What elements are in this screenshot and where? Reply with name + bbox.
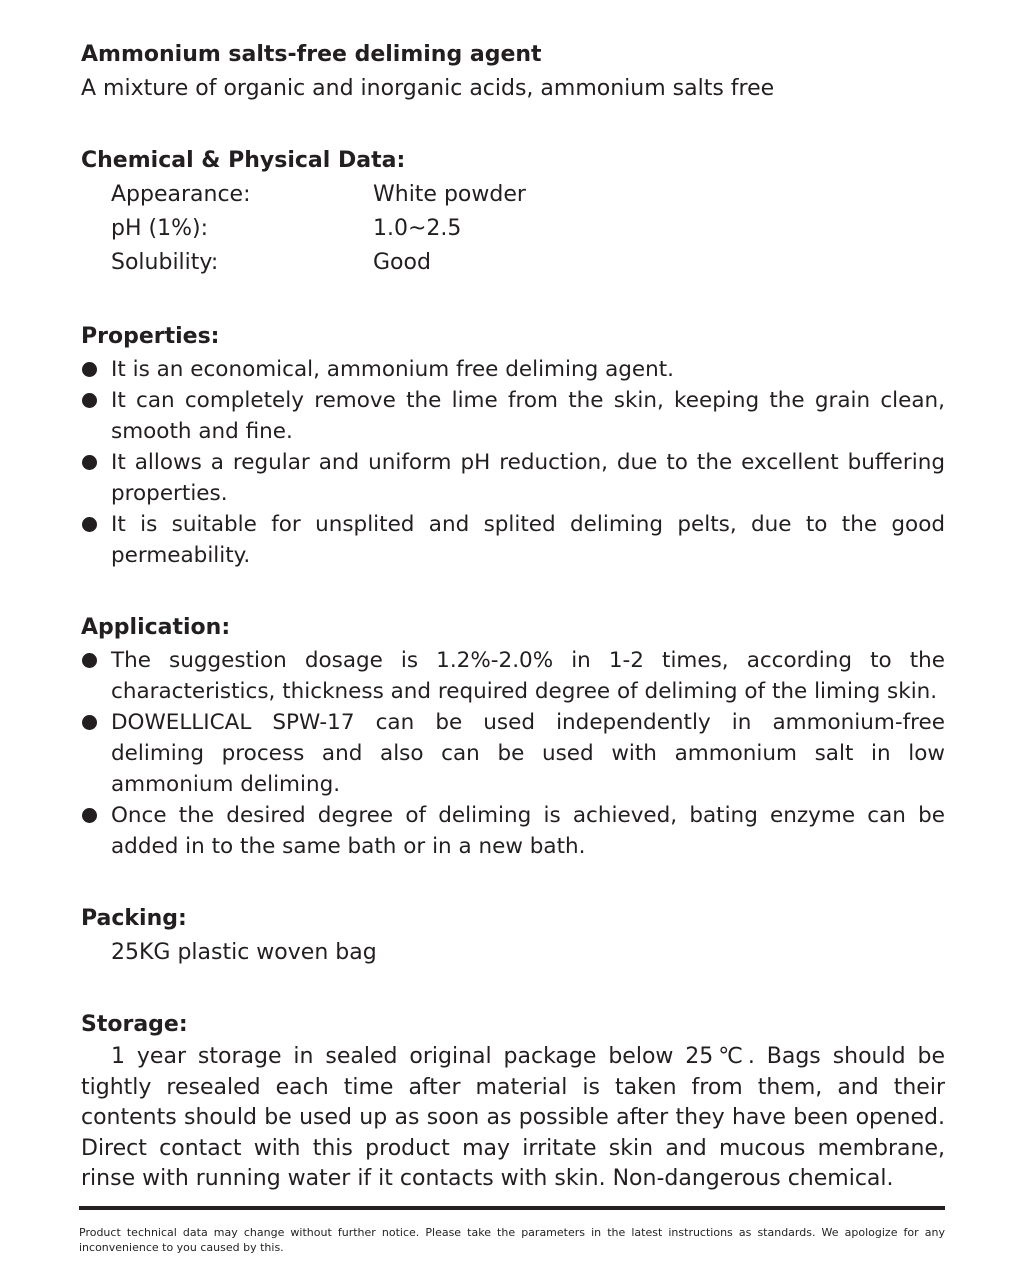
chemical-physical-heading: Chemical & Physical Data: bbox=[81, 148, 406, 173]
bullet-dot-icon bbox=[82, 715, 97, 730]
list-item bbox=[81, 645, 945, 707]
spec-row-appearance bbox=[111, 178, 945, 212]
properties-list bbox=[81, 354, 945, 571]
footer-divider bbox=[79, 1206, 945, 1210]
storage-section bbox=[81, 1008, 945, 1195]
application-list bbox=[81, 645, 945, 862]
list-item bbox=[81, 800, 945, 862]
footer-disclaimer: Product technical data may change without further notice. Please take the parameters in the latest instructions as standards. We apologize for any inconvenience to you caused by this. bbox=[79, 1226, 945, 1254]
list-item bbox=[81, 447, 945, 509]
spec-value: Good bbox=[373, 250, 431, 275]
product-subtitle: A mixture of organic and inorganic acids, ammonium salts free bbox=[81, 76, 775, 101]
bullet-dot-icon bbox=[82, 653, 97, 668]
bullet-dot-icon bbox=[82, 808, 97, 823]
bullet-dot-icon bbox=[82, 393, 97, 408]
spec-row-ph bbox=[111, 212, 945, 246]
properties-heading: Properties: bbox=[81, 324, 220, 349]
spec-label: Appearance: bbox=[111, 182, 251, 207]
bullet-dot-icon bbox=[82, 362, 97, 377]
chemical-physical-section bbox=[81, 144, 945, 280]
packing-text: 25KG plastic woven bag bbox=[111, 940, 377, 965]
list-item bbox=[81, 354, 945, 385]
properties-section bbox=[81, 320, 945, 571]
bullet-dot-icon bbox=[82, 517, 97, 532]
list-item-text: It is an economical, ammonium free deliming agent. bbox=[111, 357, 675, 382]
list-item bbox=[81, 385, 945, 447]
spec-value: White powder bbox=[373, 182, 526, 207]
spec-label: pH (1%): bbox=[111, 216, 208, 241]
storage-text: 1 year storage in sealed original package below 25℃. Bags should be tightly resealed each time after material is taken from them, and their contents should be used up as soon as possible after they have been opened. Direct contact with this product may irritate skin and mucous membrane, rinse with running water if it contacts with skin. Non-dangerous chemical. bbox=[81, 1044, 945, 1191]
spec-value: 1.0~2.5 bbox=[373, 216, 462, 241]
spec-label: Solubility: bbox=[111, 250, 219, 275]
list-item-text: Once the desired degree of deliming is achieved, bating enzyme can be added in to the same bath or in a new bath. bbox=[111, 803, 945, 859]
list-item-text: It allows a regular and uniform pH reduction, due to the excellent buffering properties. bbox=[111, 450, 945, 506]
list-item-text: DOWELLICAL SPW-17 can be used independently in ammonium-free deliming process and also can be used with ammonium salt in low ammonium deliming. bbox=[111, 710, 945, 797]
list-item-text: It is suitable for unsplited and splited deliming pelts, due to the good permeability. bbox=[111, 512, 945, 568]
spec-table bbox=[111, 178, 945, 280]
packing-heading: Packing: bbox=[81, 906, 187, 931]
application-section bbox=[81, 611, 945, 862]
list-item bbox=[81, 707, 945, 800]
list-item-text: The suggestion dosage is 1.2%-2.0% in 1-2 times, according to the characteristics, thickness and required degree of deliming of the liming skin. bbox=[111, 648, 945, 704]
application-heading: Application: bbox=[81, 615, 231, 640]
bullet-dot-icon bbox=[82, 455, 97, 470]
packing-section bbox=[81, 902, 945, 970]
spec-row-solubility bbox=[111, 246, 945, 280]
datasheet-page bbox=[81, 38, 945, 1195]
list-item-text: It can completely remove the lime from the skin, keeping the grain clean, smooth and fine. bbox=[111, 388, 945, 444]
storage-heading: Storage: bbox=[81, 1012, 188, 1037]
product-title: Ammonium salts-free deliming agent bbox=[81, 42, 542, 67]
list-item bbox=[81, 509, 945, 571]
